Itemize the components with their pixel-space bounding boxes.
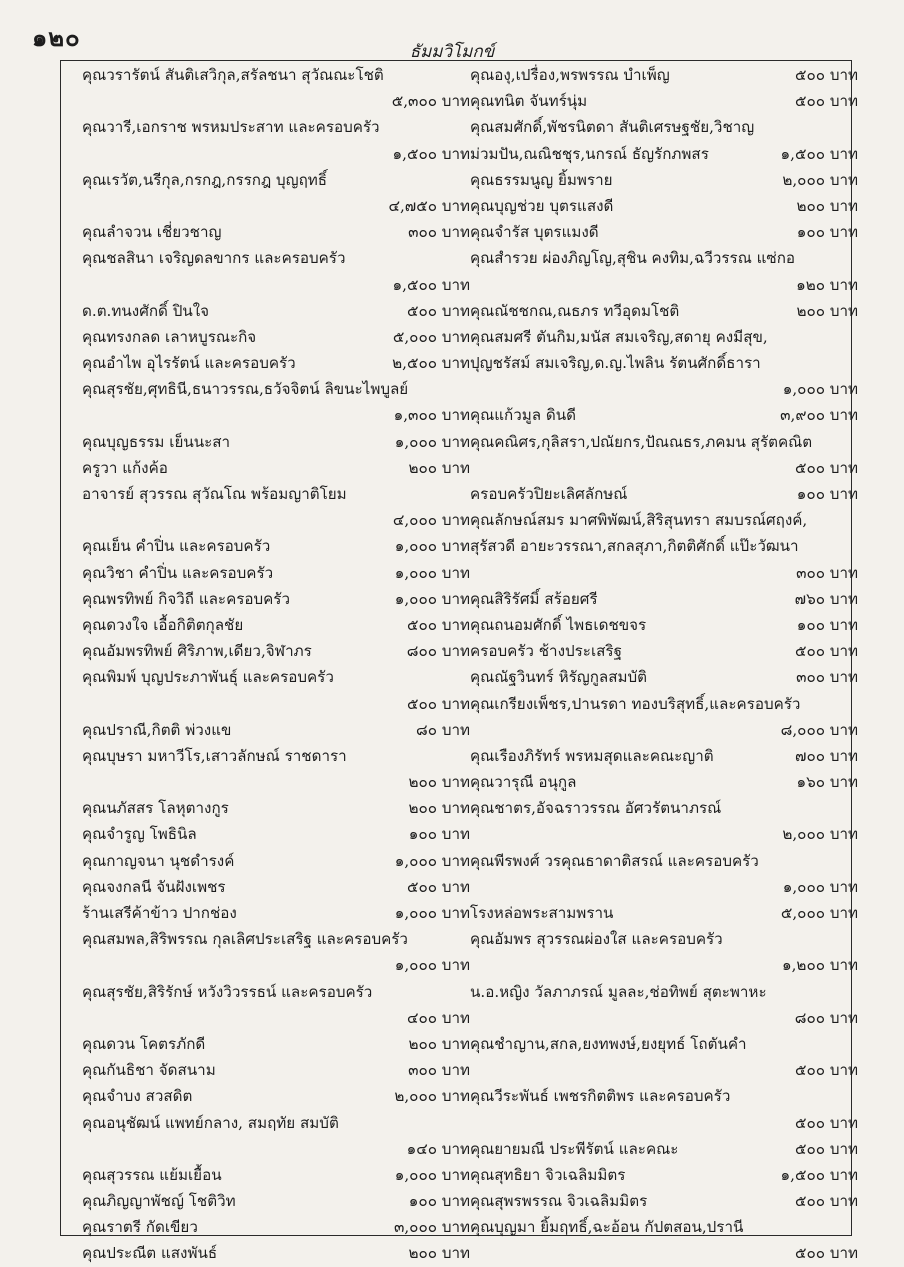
donation-amount: ๕,๓๐๐ บาท: [391, 92, 470, 111]
donation-amount: ๕๐๐ บาท: [406, 877, 470, 896]
donor-name: คุณทรงกลด เลาหบูรณะกิจ: [82, 327, 257, 346]
donor-name: คุณอัมพร สุวรรณผ่องใส และครอบครัว: [470, 930, 723, 949]
donor-entry-line: [82, 900, 470, 926]
donation-amount: ๕๐๐ บาท: [406, 694, 470, 713]
donation-amount: ๓,๐๐๐ บาท: [393, 1218, 470, 1237]
donor-name: คุณสมพล,สิริพรรณ กุลเลิศประเสริฐ และครอบครัว: [82, 930, 408, 949]
donation-amount: ๘๐ บาท: [416, 720, 470, 739]
donor-entry-line: [470, 1162, 858, 1188]
donor-name: คุณเกรียงเพ็ชร,ปานรดา ทองบริสุทธิ์,และครอบครัว: [470, 694, 801, 713]
donor-entry-line: [82, 612, 470, 638]
donor-name: คุณพรทิพย์ กิจวิถี และครอบครัว: [82, 589, 290, 608]
donor-entry-line: [82, 979, 470, 1005]
donor-name: คุณวีระพันธ์ เพชรกิตติพร และครอบครัว: [470, 1087, 731, 1106]
page-number: ๑๒๐: [32, 23, 81, 52]
donor-name: คุณประณีต แสงพันธ์: [82, 1244, 218, 1263]
donor-name: คุณสุทธิยา จิวเฉลิมมิตร: [470, 1165, 626, 1184]
donation-amount: ๕,๐๐๐ บาท: [392, 327, 470, 346]
donation-amount: ๑,๐๐๐ บาท: [394, 956, 470, 975]
donor-entry-line: [470, 717, 858, 743]
donation-amount: ๒๐๐ บาท: [408, 773, 470, 792]
donor-entry-line: [470, 1083, 858, 1109]
donor-name: ม่วมปัน,ณณิชชุร,นกรณ์ ธัญรักภพสร: [470, 144, 709, 163]
donation-amount: ๕๐๐ บาท: [794, 1113, 858, 1132]
donor-name: คุณบุญช่วย บุตรแสงดี: [470, 196, 614, 215]
donor-name: คุณจำบง สวสดิต: [82, 1087, 193, 1106]
donor-name: คุณชลสินา เจริญดลขากร และครอบครัว: [82, 249, 346, 268]
donor-entry-line: [82, 402, 470, 428]
donation-amount: ๑,๐๐๐ บาท: [394, 1165, 470, 1184]
donor-entry-line: [470, 298, 858, 324]
donor-entry-line: [82, 664, 470, 690]
donation-amount: ๒๐๐ บาท: [408, 1034, 470, 1053]
donation-amount: ๘,๐๐๐ บาท: [780, 720, 858, 739]
donation-amount: ๕๐๐ บาท: [406, 615, 470, 634]
donor-entry-line: [470, 455, 858, 481]
donation-amount: ๘๐๐ บาท: [794, 1008, 858, 1027]
donation-amount: ๕๐๐ บาท: [406, 301, 470, 320]
donor-entry-line: [470, 1005, 858, 1031]
donor-entry-line: [470, 1031, 858, 1057]
donation-amount: ๕๐๐ บาท: [794, 458, 858, 477]
donation-amount: ๒๐๐ บาท: [796, 196, 858, 215]
donor-entry-line: [470, 560, 858, 586]
donor-entry-line: [82, 743, 470, 769]
donor-name: คุณดวน โคตรภักดี: [82, 1034, 206, 1053]
donor-name: ครอบครัว ช้างประเสริฐ: [470, 642, 622, 661]
donor-entry-line: [470, 533, 858, 559]
donor-entry-line: [82, 376, 470, 402]
donor-entry-line: [82, 141, 470, 167]
donor-entry-line: [82, 1057, 470, 1083]
donor-entry-line: [470, 481, 858, 507]
donor-entry-line: [82, 769, 470, 795]
donor-entry-line: [82, 193, 470, 219]
donor-entry-line: [82, 114, 470, 140]
donor-name: ครูวา แก้งค้อ: [82, 458, 168, 477]
donor-name: คุณณัชชกณ,ณธภร ทวีอุดมโชติ: [470, 301, 680, 320]
donor-name: คุณจำรัส บุตรแมงดี: [470, 223, 599, 242]
donor-name: คุณอำไพ อุไรรัตน์ และครอบครัว: [82, 354, 296, 373]
donor-entry-line: [82, 350, 470, 376]
donor-name: คุณเรวัต,นรีกุล,กรกฎ,กรรกฎ บุญฤทธิ์: [82, 170, 328, 189]
donor-entry-line: [82, 691, 470, 717]
donor-name: คุณอัมพรทิพย์ ศิริภาพ,เดียว,จิฬาภร: [82, 642, 312, 661]
donation-amount: ๗๖๐ บาท: [794, 589, 858, 608]
donation-amount: ๓๐๐ บาท: [408, 1061, 470, 1080]
donation-amount: ๒,๕๐๐ บาท: [392, 354, 470, 373]
donor-entry-line: [470, 402, 858, 428]
donor-name: คุณกันธิชา จัดสนาม: [82, 1061, 216, 1080]
donor-name: คุณอนุชัฒน์ แพทย์กลาง, สมฤทัย สมบัติ: [82, 1113, 339, 1132]
donation-amount: ๘๐๐ บาท: [406, 642, 470, 661]
donor-entry-line: [82, 874, 470, 900]
donor-entry-line: [470, 376, 858, 402]
donation-amount: ๒๐๐ บาท: [408, 799, 470, 818]
donor-name: คุณคณิศร,กุลิสรา,ปณัยกร,ปัณณธร,ภคมน สุรัตคณิต: [470, 432, 813, 451]
donor-entry-line: [82, 821, 470, 847]
donor-entry-line: [470, 245, 858, 271]
donation-amount: ๕๐๐ บาท: [794, 1244, 858, 1263]
donor-entry-line: [82, 1005, 470, 1031]
donor-entry-line: [82, 795, 470, 821]
donor-entry-line: [470, 167, 858, 193]
donor-entry-line: [82, 1188, 470, 1214]
donor-entry-line: [82, 481, 470, 507]
donation-amount: ๔,๗๕๐ บาท: [388, 196, 470, 215]
donor-name: คุณวารุณี อนุกูล: [470, 773, 577, 792]
donation-amount: ๑๖๐ บาท: [796, 773, 858, 792]
donor-entry-line: [82, 507, 470, 533]
donation-amount: ๑,๐๐๐ บาท: [394, 589, 470, 608]
donor-name: คุณลักษณ์สมร มาศพิพัฒน์,สิริสุนทรา สมบรณ์ศฤงค์,: [470, 511, 808, 530]
donor-name: คุณวิชา คำปิ่น และครอบครัว: [82, 563, 274, 582]
donor-name: คุณสมศรี ตันกิม,มนัส สมเจริญ,สดายุ คงมีสุข,: [470, 327, 768, 346]
donation-amount: ๑,๐๐๐ บาท: [394, 904, 470, 922]
donation-amount: ๔๐๐ บาท: [406, 1008, 470, 1027]
donor-entry-line: [82, 1083, 470, 1109]
donation-amount: ๑๔๐ บาท: [406, 1139, 470, 1158]
donation-amount: ๒๐๐ บาท: [796, 301, 858, 320]
donation-amount: ๕๐๐ บาท: [794, 1061, 858, 1080]
donor-entry-line: [82, 455, 470, 481]
donor-name: คุณสมศักดิ์,พัชรนิตดา สันติเศรษฐชัย,วิชาญ: [470, 118, 755, 137]
donor-entry-line: [470, 507, 858, 533]
donor-entry-line: [470, 1136, 858, 1162]
donor-name: ร้านเสรีค้าข้าว ปากช่อง: [82, 904, 237, 922]
donation-amount: ๔,๐๐๐ บาท: [392, 511, 470, 530]
donor-name: คุณเย็น คำปิ่น และครอบครัว: [82, 537, 271, 556]
donor-entry-line: [470, 1110, 858, 1136]
donor-entry-line: [470, 193, 858, 219]
donor-entry-line: [470, 821, 858, 847]
donor-entry-line: [82, 560, 470, 586]
donor-entry-line: [470, 874, 858, 900]
donor-entry-line: [82, 638, 470, 664]
donor-entry-line: [82, 272, 470, 298]
donor-name: คุณธรรมนูญ ยิ้มพราย: [470, 170, 613, 189]
donor-name: คุณวารี,เอกราช พรหมประสาท และครอบครัว: [82, 118, 380, 137]
donation-amount: ๑,๐๐๐ บาท: [394, 432, 470, 451]
donor-entry-line: [470, 638, 858, 664]
donor-entry-line: [470, 664, 858, 690]
donor-name: ครอบครัวปิยะเลิศลักษณ์: [470, 485, 628, 503]
donor-name: คุณจำรูญ โพธินิล: [82, 825, 197, 844]
donor-entry-line: [82, 324, 470, 350]
donor-name: ด.ต.ทนงศักดิ์ ปินใจ: [82, 301, 210, 320]
donor-entry-line: [470, 1188, 858, 1214]
donation-amount: ๑,๐๐๐ บาท: [394, 563, 470, 582]
donor-name: คุณสิริรัศมิ์ สร้อยศรี: [470, 589, 598, 608]
donor-entry-line: [82, 848, 470, 874]
donor-entry-line: [82, 1110, 470, 1136]
donor-name: คุณชาตร,อัจฉราวรรณ อัศวรัตนาภรณ์: [470, 799, 722, 818]
donor-entry-line: [82, 1162, 470, 1188]
donor-entry-line: [470, 979, 858, 1005]
donor-entry-line: [82, 1031, 470, 1057]
donation-amount: ๕๐๐ บาท: [794, 66, 858, 84]
donation-amount: ๑๐๐ บาท: [796, 615, 858, 634]
donation-amount: ๕๐๐ บาท: [794, 1192, 858, 1211]
donor-entry-line: [470, 900, 858, 926]
donor-name: คุณชำญาน,สกล,ยงทพงษ์,ยงยุทธ์ โถตันคำ: [470, 1034, 747, 1053]
donor-entry-line: [470, 926, 858, 952]
donor-name: คุณราตรี กัดเขียว: [82, 1218, 198, 1237]
donation-amount: ๑,๐๐๐ บาท: [782, 380, 858, 399]
donor-entry-line: [82, 1240, 470, 1266]
donor-name: คุณพิมพ์ บุญประภาพันธุ์ และครอบครัว: [82, 668, 334, 687]
donor-name: คุณองุ,เปรื่อง,พรพรรณ บำเพ็ญ: [470, 66, 670, 84]
donor-entry-line: [470, 1057, 858, 1083]
donor-entry-line: [470, 350, 858, 376]
donor-name: คุณแก้วมูล ดินดี: [470, 406, 577, 425]
donor-entry-line: [470, 219, 858, 245]
donor-entry-line: [470, 795, 858, 821]
donor-entry-line: [82, 926, 470, 952]
donor-name: คุณทนิต จันทร์นุ่ม: [470, 92, 588, 111]
donation-amount: ๑,๕๐๐ บาท: [392, 144, 470, 163]
donor-name: คุณจงกลนี จันฝังเพชร: [82, 877, 226, 896]
donor-entry-line: [470, 324, 858, 350]
donor-name: คุณบุษรา มหาวีโร,เสาวลักษณ์ ราชดารา: [82, 746, 347, 765]
donor-name: ปุญชรัสม์ สมเจริญ,ด.ญ.ไพลิน รัตนศักดิ์ธารา: [470, 354, 761, 373]
donor-name: คุณถนอมศักดิ์ ไพธเดชขจร: [470, 615, 647, 634]
donation-amount: ๑๒๐ บาท: [796, 275, 858, 294]
donor-entry-line: [82, 1136, 470, 1162]
donor-entry-line: [470, 272, 858, 298]
donor-entry-line: [470, 612, 858, 638]
donation-amount: ๒,๐๐๐ บาท: [782, 170, 858, 189]
donor-entry-line: [470, 88, 858, 114]
donor-name: คุณบุญธรรม เย็นนะสา: [82, 432, 231, 451]
donor-name: น.อ.หญิง วัลภาภรณ์ มูลละ,ช่อทิพย์ สุตะพาหะ: [470, 982, 767, 1001]
donor-name: คุณสุพรพรรณ จิวเฉลิมมิตร: [470, 1192, 648, 1211]
donor-name: โรงหล่อพระสามพราน: [470, 904, 614, 922]
donor-entry-line: [82, 586, 470, 612]
donation-amount: ๒,๐๐๐ บาท: [394, 1087, 470, 1106]
donation-amount: ๑,๐๐๐ บาท: [394, 537, 470, 556]
donation-amount: ๒๐๐ บาท: [408, 458, 470, 477]
donor-name: คุณสุรชัย,ศุทธินี,ธนาวรรณ,ธวัจจิตน์ ลิขนะไพบูลย์: [82, 380, 409, 399]
donor-entry-line: [82, 533, 470, 559]
donor-name: คุณณัฐวินทร์ หิรัญกูลสมบัติ: [470, 668, 648, 687]
donation-amount: ๑,๐๐๐ บาท: [782, 877, 858, 896]
donor-entry-line: [470, 743, 858, 769]
donor-name: คุณกาญจนา นุชดำรงค์: [82, 851, 235, 870]
donation-amount: ๑,๒๐๐ บาท: [781, 956, 858, 975]
donation-amount: ๓,๙๐๐ บาท: [780, 406, 858, 425]
donor-entry-line: [470, 952, 858, 978]
donor-name: คุณภิญญาพัชญ์ โชติวิท: [82, 1192, 236, 1211]
donation-amount: ๑๐๐ บาท: [796, 223, 858, 242]
donor-name: คุณสำรวย ผ่องภิญโญ,สุชิน คงทิม,ฉวีวรรณ แซ่กอ: [470, 249, 796, 268]
donor-entry-line: [470, 62, 858, 88]
donor-name: คุณสุวรรณ แย้มเยื้อน: [82, 1165, 222, 1184]
donor-entry-line: [82, 952, 470, 978]
donor-entry-line: [470, 848, 858, 874]
donor-entry-line: [470, 769, 858, 795]
donor-entry-line: [82, 245, 470, 271]
donor-entry-line: [470, 1214, 858, 1240]
donor-entry-line: [82, 88, 470, 114]
donor-entry-line: [82, 717, 470, 743]
donor-entry-line: [470, 586, 858, 612]
donation-amount: ๑,๕๐๐ บาท: [780, 1165, 858, 1184]
donor-entry-line: [470, 691, 858, 717]
donor-name: สุรัสวดี อายะวรรณา,สกลสุภา,กิตติศักดิ์ แป๊ะวัฒนา: [470, 537, 799, 556]
donation-amount: ๓๐๐ บาท: [408, 223, 470, 242]
donor-name: คุณสุรชัย,สิริรักษ์ หวังวิวรรธน์ และครอบครัว: [82, 982, 373, 1001]
donation-amount: ๓๐๐ บาท: [796, 563, 858, 582]
donor-name: คุณยายมณี ประพีรัตน์ และคณะ: [470, 1139, 679, 1158]
donation-amount: ๑,๕๐๐ บาท: [392, 275, 470, 294]
donor-name: คุณลำจวน เชี่ยวชาญ: [82, 223, 222, 242]
donation-amount: ๓๐๐ บาท: [796, 668, 858, 687]
right-column: [470, 62, 858, 1267]
donation-amount: ๒๐๐ บาท: [408, 1244, 470, 1263]
donation-amount: ๑,๓๐๐ บาท: [393, 406, 470, 425]
running-title: ธัมมวิโมกข์: [409, 42, 495, 62]
donor-entry-line: [470, 429, 858, 455]
donation-amount: ๑,๐๐๐ บาท: [394, 851, 470, 870]
donor-entry-line: [82, 429, 470, 455]
donation-amount: ๑๐๐ บาท: [408, 825, 470, 844]
donation-amount: ๕๐๐ บาท: [794, 642, 858, 661]
donor-entry-line: [470, 1240, 858, 1266]
donation-amount: ๑,๕๐๐ บาท: [780, 144, 858, 163]
donor-name: คุณปราณี,กิตติ พ่วงแข: [82, 720, 232, 739]
donor-name: คุณวรารัตน์ สันติเสวิกุล,สรัลชนา สุวัณณะโชติ: [82, 66, 384, 84]
donor-entry-line: [82, 298, 470, 324]
donation-amount: ๕๐๐ บาท: [794, 92, 858, 111]
donation-amount: ๑๐๐ บาท: [408, 1192, 470, 1211]
donor-name: อาจารย์ สุวรรณ สุวัณโณ พร้อมญาติโยม: [82, 485, 347, 503]
donor-name: คุณนภัสสร โลหุตางกูร: [82, 799, 229, 818]
donor-name: คุณบุญมา ยิ้มฤทธิ์,ฉะอ้อน กัปตสอน,ปรานี: [470, 1218, 744, 1237]
donation-amount: ๕๐๐ บาท: [794, 1139, 858, 1158]
donation-amount: ๗๐๐ บาท: [795, 746, 858, 765]
left-column: [82, 62, 470, 1267]
donor-entry-line: [470, 141, 858, 167]
donor-entry-line: [82, 167, 470, 193]
donation-amount: ๕,๐๐๐ บาท: [780, 904, 858, 922]
donor-name: คุณดวงใจ เอื้อกิติตกุลชัย: [82, 615, 244, 634]
donation-amount: ๑๐๐ บาท: [796, 485, 858, 503]
donor-entry-line: [82, 1214, 470, 1240]
donor-entry-line: [470, 114, 858, 140]
donor-entry-line: [82, 62, 470, 88]
donor-name: คุณพีรพงศ์ วรคุณธาดาติสรณ์ และครอบครัว: [470, 851, 759, 870]
donor-entry-line: [82, 219, 470, 245]
donor-name: คุณเรืองภิรัทร์ พรหมสุดและคณะญาติ: [470, 746, 714, 765]
donation-amount: ๒,๐๐๐ บาท: [782, 825, 858, 844]
